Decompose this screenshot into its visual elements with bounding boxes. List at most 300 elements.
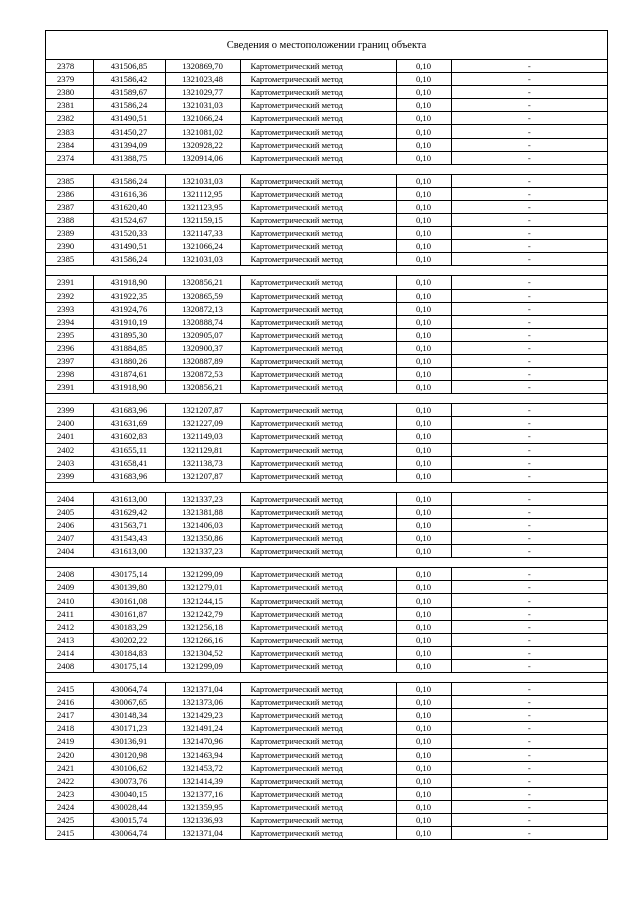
accuracy-cell: 0,10: [396, 709, 451, 722]
method-cell: Картометрический метод: [240, 443, 396, 456]
method-cell: Картометрический метод: [240, 187, 396, 200]
point-number-cell: 2397: [46, 354, 93, 367]
point-number-cell: 2404: [46, 492, 93, 505]
x-coordinate-cell: 430175,14: [93, 568, 165, 581]
method-cell: Картометрический метод: [240, 99, 396, 112]
point-number-cell: 2421: [46, 761, 93, 774]
accuracy-cell: 0,10: [396, 381, 451, 394]
accuracy-cell: 0,10: [396, 827, 451, 840]
point-number-cell: 2398: [46, 368, 93, 381]
method-cell: Картометрический метод: [240, 354, 396, 367]
method-cell: Картометрический метод: [240, 646, 396, 659]
table-row: [46, 722, 607, 735]
description-cell: -: [451, 200, 607, 213]
accuracy-cell: 0,10: [396, 289, 451, 302]
method-cell: Картометрический метод: [240, 328, 396, 341]
description-cell: -: [451, 492, 607, 505]
y-coordinate-cell: 1321081,02: [165, 125, 240, 138]
point-number-cell: 2405: [46, 505, 93, 518]
accuracy-cell: 0,10: [396, 505, 451, 518]
description-cell: -: [451, 722, 607, 735]
method-cell: Картометрический метод: [240, 568, 396, 581]
table-row: [46, 151, 607, 164]
description-cell: -: [451, 404, 607, 417]
description-cell: -: [451, 800, 607, 813]
method-cell: Картометрический метод: [240, 381, 396, 394]
method-cell: Картометрический метод: [240, 417, 396, 430]
table-row: [46, 99, 607, 112]
group-separator: [46, 482, 607, 492]
separator-cell: [46, 164, 607, 174]
table-row: [46, 456, 607, 469]
accuracy-cell: 0,10: [396, 774, 451, 787]
accuracy-cell: 0,10: [396, 174, 451, 187]
table-row: [46, 827, 607, 840]
method-cell: Картометрический метод: [240, 302, 396, 315]
method-cell: Картометрический метод: [240, 774, 396, 787]
x-coordinate-cell: 431613,00: [93, 545, 165, 558]
accuracy-cell: 0,10: [396, 138, 451, 151]
table-row: [46, 774, 607, 787]
group-separator: [46, 164, 607, 174]
point-number-cell: 2411: [46, 607, 93, 620]
y-coordinate-cell: 1320928,22: [165, 138, 240, 151]
description-cell: -: [451, 659, 607, 672]
method-cell: Картометрический метод: [240, 581, 396, 594]
accuracy-cell: 0,10: [396, 200, 451, 213]
y-coordinate-cell: 1321337,23: [165, 492, 240, 505]
x-coordinate-cell: 431620,40: [93, 200, 165, 213]
y-coordinate-cell: 1321066,24: [165, 240, 240, 253]
point-number-cell: 2409: [46, 581, 93, 594]
table-row: [46, 417, 607, 430]
accuracy-cell: 0,10: [396, 787, 451, 800]
x-coordinate-cell: 431880,26: [93, 354, 165, 367]
x-coordinate-cell: 431683,96: [93, 469, 165, 482]
x-coordinate-cell: 431586,24: [93, 99, 165, 112]
accuracy-cell: 0,10: [396, 735, 451, 748]
x-coordinate-cell: 431543,43: [93, 532, 165, 545]
accuracy-cell: 0,10: [396, 214, 451, 227]
x-coordinate-cell: 431394,09: [93, 138, 165, 151]
x-coordinate-cell: 431922,35: [93, 289, 165, 302]
method-cell: Картометрический метод: [240, 289, 396, 302]
description-cell: -: [451, 276, 607, 289]
table-row: [46, 607, 607, 620]
coordinates-table-body: [46, 60, 607, 840]
y-coordinate-cell: 1320856,21: [165, 381, 240, 394]
method-cell: Картометрический метод: [240, 174, 396, 187]
accuracy-cell: 0,10: [396, 545, 451, 558]
y-coordinate-cell: 1320856,21: [165, 276, 240, 289]
method-cell: Картометрический метод: [240, 73, 396, 86]
method-cell: Картометрический метод: [240, 151, 396, 164]
accuracy-cell: 0,10: [396, 73, 451, 86]
accuracy-cell: 0,10: [396, 532, 451, 545]
accuracy-cell: 0,10: [396, 354, 451, 367]
y-coordinate-cell: 1321491,24: [165, 722, 240, 735]
description-cell: -: [451, 99, 607, 112]
accuracy-cell: 0,10: [396, 368, 451, 381]
point-number-cell: 2380: [46, 86, 93, 99]
method-cell: Картометрический метод: [240, 659, 396, 672]
x-coordinate-cell: 431924,76: [93, 302, 165, 315]
method-cell: Картометрический метод: [240, 813, 396, 826]
description-cell: -: [451, 532, 607, 545]
y-coordinate-cell: 1321414,39: [165, 774, 240, 787]
table-row: [46, 633, 607, 646]
point-number-cell: 2412: [46, 620, 93, 633]
y-coordinate-cell: 1321123,95: [165, 200, 240, 213]
accuracy-cell: 0,10: [396, 607, 451, 620]
table-row: [46, 683, 607, 696]
x-coordinate-cell: 431586,24: [93, 174, 165, 187]
method-cell: Картометрический метод: [240, 60, 396, 73]
accuracy-cell: 0,10: [396, 620, 451, 633]
y-coordinate-cell: 1320865,59: [165, 289, 240, 302]
point-number-cell: 2417: [46, 709, 93, 722]
method-cell: Картометрический метод: [240, 240, 396, 253]
description-cell: -: [451, 748, 607, 761]
y-coordinate-cell: 1321149,03: [165, 430, 240, 443]
table-row: [46, 545, 607, 558]
y-coordinate-cell: 1321371,04: [165, 827, 240, 840]
point-number-cell: 2374: [46, 151, 93, 164]
table-row: [46, 328, 607, 341]
method-cell: Картометрический метод: [240, 404, 396, 417]
description-cell: -: [451, 594, 607, 607]
y-coordinate-cell: 1321227,09: [165, 417, 240, 430]
y-coordinate-cell: 1320900,37: [165, 341, 240, 354]
description-cell: -: [451, 827, 607, 840]
point-number-cell: 2395: [46, 328, 93, 341]
point-number-cell: 2419: [46, 735, 93, 748]
table-row: [46, 86, 607, 99]
x-coordinate-cell: 431602,83: [93, 430, 165, 443]
x-coordinate-cell: 431490,51: [93, 112, 165, 125]
y-coordinate-cell: 1321336,93: [165, 813, 240, 826]
point-number-cell: 2413: [46, 633, 93, 646]
description-cell: -: [451, 328, 607, 341]
point-number-cell: 2410: [46, 594, 93, 607]
method-cell: Картометрический метод: [240, 761, 396, 774]
x-coordinate-cell: 430161,87: [93, 607, 165, 620]
accuracy-cell: 0,10: [396, 492, 451, 505]
group-separator: [46, 266, 607, 276]
method-cell: Картометрический метод: [240, 594, 396, 607]
method-cell: Картометрический метод: [240, 735, 396, 748]
method-cell: Картометрический метод: [240, 787, 396, 800]
accuracy-cell: 0,10: [396, 253, 451, 266]
accuracy-cell: 0,10: [396, 240, 451, 253]
point-number-cell: 2423: [46, 787, 93, 800]
table-row: [46, 735, 607, 748]
y-coordinate-cell: 1321377,16: [165, 787, 240, 800]
description-cell: -: [451, 112, 607, 125]
point-number-cell: 2385: [46, 253, 93, 266]
description-cell: -: [451, 289, 607, 302]
table-row: [46, 813, 607, 826]
accuracy-cell: 0,10: [396, 581, 451, 594]
x-coordinate-cell: 430139,80: [93, 581, 165, 594]
method-cell: Картометрический метод: [240, 253, 396, 266]
description-cell: -: [451, 633, 607, 646]
method-cell: Картометрический метод: [240, 800, 396, 813]
table-row: [46, 581, 607, 594]
description-cell: -: [451, 761, 607, 774]
accuracy-cell: 0,10: [396, 86, 451, 99]
x-coordinate-cell: 431683,96: [93, 404, 165, 417]
table-row: [46, 200, 607, 213]
table-row: [46, 187, 607, 200]
y-coordinate-cell: 1321337,23: [165, 545, 240, 558]
group-separator: [46, 558, 607, 568]
method-cell: Картометрический метод: [240, 683, 396, 696]
description-cell: -: [451, 581, 607, 594]
accuracy-cell: 0,10: [396, 151, 451, 164]
method-cell: Картометрический метод: [240, 112, 396, 125]
point-number-cell: 2391: [46, 276, 93, 289]
y-coordinate-cell: 1321147,33: [165, 227, 240, 240]
separator-cell: [46, 482, 607, 492]
y-coordinate-cell: 1321453,72: [165, 761, 240, 774]
y-coordinate-cell: 1321207,87: [165, 404, 240, 417]
description-cell: -: [451, 545, 607, 558]
method-cell: Картометрический метод: [240, 214, 396, 227]
table-row: [46, 253, 607, 266]
y-coordinate-cell: 1321470,96: [165, 735, 240, 748]
table-row: [46, 659, 607, 672]
x-coordinate-cell: 430015,74: [93, 813, 165, 826]
table-row: [46, 620, 607, 633]
x-coordinate-cell: 430161,08: [93, 594, 165, 607]
table-row: [46, 505, 607, 518]
description-cell: -: [451, 86, 607, 99]
method-cell: Картометрический метод: [240, 86, 396, 99]
point-number-cell: 2408: [46, 568, 93, 581]
accuracy-cell: 0,10: [396, 813, 451, 826]
y-coordinate-cell: 1321031,03: [165, 174, 240, 187]
x-coordinate-cell: 431655,11: [93, 443, 165, 456]
accuracy-cell: 0,10: [396, 443, 451, 456]
x-coordinate-cell: 430073,76: [93, 774, 165, 787]
description-cell: -: [451, 315, 607, 328]
description-cell: -: [451, 443, 607, 456]
x-coordinate-cell: 430064,74: [93, 827, 165, 840]
accuracy-cell: 0,10: [396, 469, 451, 482]
method-cell: Картометрический метод: [240, 492, 396, 505]
table-row: [46, 138, 607, 151]
method-cell: Картометрический метод: [240, 505, 396, 518]
table-row: [46, 594, 607, 607]
y-coordinate-cell: 1321373,06: [165, 696, 240, 709]
accuracy-cell: 0,10: [396, 60, 451, 73]
description-cell: -: [451, 174, 607, 187]
point-number-cell: 2385: [46, 174, 93, 187]
accuracy-cell: 0,10: [396, 456, 451, 469]
accuracy-cell: 0,10: [396, 696, 451, 709]
description-cell: -: [451, 240, 607, 253]
table-row: [46, 646, 607, 659]
y-coordinate-cell: 1320872,53: [165, 368, 240, 381]
y-coordinate-cell: 1321066,24: [165, 112, 240, 125]
point-number-cell: 2420: [46, 748, 93, 761]
method-cell: Картометрический метод: [240, 607, 396, 620]
description-cell: -: [451, 214, 607, 227]
description-cell: -: [451, 138, 607, 151]
separator-cell: [46, 394, 607, 404]
description-cell: -: [451, 354, 607, 367]
accuracy-cell: 0,10: [396, 800, 451, 813]
separator-cell: [46, 558, 607, 568]
y-coordinate-cell: 1321279,01: [165, 581, 240, 594]
accuracy-cell: 0,10: [396, 430, 451, 443]
table-row: [46, 341, 607, 354]
y-coordinate-cell: 1321159,15: [165, 214, 240, 227]
y-coordinate-cell: 1321256,18: [165, 620, 240, 633]
table-row: [46, 112, 607, 125]
method-cell: Картометрический метод: [240, 341, 396, 354]
x-coordinate-cell: 430184,83: [93, 646, 165, 659]
table-row: [46, 289, 607, 302]
y-coordinate-cell: 1320905,07: [165, 328, 240, 341]
y-coordinate-cell: 1321371,04: [165, 683, 240, 696]
accuracy-cell: 0,10: [396, 112, 451, 125]
accuracy-cell: 0,10: [396, 315, 451, 328]
description-cell: -: [451, 341, 607, 354]
table-row: [46, 276, 607, 289]
accuracy-cell: 0,10: [396, 519, 451, 532]
y-coordinate-cell: 1321023,48: [165, 73, 240, 86]
description-cell: -: [451, 813, 607, 826]
point-number-cell: 2416: [46, 696, 93, 709]
point-number-cell: 2415: [46, 683, 93, 696]
point-number-cell: 2406: [46, 519, 93, 532]
x-coordinate-cell: 431388,75: [93, 151, 165, 164]
method-cell: Картометрический метод: [240, 456, 396, 469]
description-cell: -: [451, 519, 607, 532]
point-number-cell: 2378: [46, 60, 93, 73]
method-cell: Картометрический метод: [240, 620, 396, 633]
point-number-cell: 2399: [46, 469, 93, 482]
table-row: [46, 315, 607, 328]
description-cell: -: [451, 607, 607, 620]
table-row: [46, 709, 607, 722]
separator-cell: [46, 673, 607, 683]
x-coordinate-cell: 431506,85: [93, 60, 165, 73]
x-coordinate-cell: 431616,36: [93, 187, 165, 200]
x-coordinate-cell: 431631,69: [93, 417, 165, 430]
table-row: [46, 354, 607, 367]
point-number-cell: 2379: [46, 73, 93, 86]
x-coordinate-cell: 431918,90: [93, 381, 165, 394]
table-row: [46, 787, 607, 800]
description-cell: -: [451, 302, 607, 315]
description-cell: -: [451, 683, 607, 696]
table-row: [46, 519, 607, 532]
point-number-cell: 2403: [46, 456, 93, 469]
x-coordinate-cell: 430106,62: [93, 761, 165, 774]
x-coordinate-cell: 431613,00: [93, 492, 165, 505]
method-cell: Картометрический метод: [240, 748, 396, 761]
method-cell: Картометрический метод: [240, 633, 396, 646]
y-coordinate-cell: 1320872,13: [165, 302, 240, 315]
description-cell: -: [451, 381, 607, 394]
method-cell: Картометрический метод: [240, 722, 396, 735]
description-cell: -: [451, 469, 607, 482]
x-coordinate-cell: 431629,42: [93, 505, 165, 518]
x-coordinate-cell: 430067,65: [93, 696, 165, 709]
x-coordinate-cell: 431490,51: [93, 240, 165, 253]
description-cell: -: [451, 620, 607, 633]
description-cell: -: [451, 787, 607, 800]
x-coordinate-cell: 431586,24: [93, 253, 165, 266]
point-number-cell: 2382: [46, 112, 93, 125]
y-coordinate-cell: 1321031,03: [165, 99, 240, 112]
y-coordinate-cell: 1321299,09: [165, 568, 240, 581]
point-number-cell: 2394: [46, 315, 93, 328]
description-cell: -: [451, 646, 607, 659]
method-cell: Картометрический метод: [240, 430, 396, 443]
y-coordinate-cell: 1321429,23: [165, 709, 240, 722]
x-coordinate-cell: 431658,41: [93, 456, 165, 469]
table-title: Сведения о местоположении границ объекта: [46, 31, 607, 60]
point-number-cell: 2422: [46, 774, 93, 787]
table-row: [46, 73, 607, 86]
point-number-cell: 2404: [46, 545, 93, 558]
x-coordinate-cell: 430120,98: [93, 748, 165, 761]
x-coordinate-cell: 430064,74: [93, 683, 165, 696]
accuracy-cell: 0,10: [396, 187, 451, 200]
point-number-cell: 2390: [46, 240, 93, 253]
y-coordinate-cell: 1321359,95: [165, 800, 240, 813]
x-coordinate-cell: 430028,44: [93, 800, 165, 813]
point-number-cell: 2386: [46, 187, 93, 200]
x-coordinate-cell: 430202,22: [93, 633, 165, 646]
point-number-cell: 2399: [46, 404, 93, 417]
table-row: [46, 443, 607, 456]
table-row: [46, 430, 607, 443]
y-coordinate-cell: 1321381,88: [165, 505, 240, 518]
group-separator: [46, 394, 607, 404]
description-cell: -: [451, 774, 607, 787]
y-coordinate-cell: 1321406,03: [165, 519, 240, 532]
method-cell: Картометрический метод: [240, 138, 396, 151]
point-number-cell: 2392: [46, 289, 93, 302]
point-number-cell: 2393: [46, 302, 93, 315]
description-cell: -: [451, 696, 607, 709]
point-number-cell: 2401: [46, 430, 93, 443]
description-cell: -: [451, 568, 607, 581]
method-cell: Картометрический метод: [240, 827, 396, 840]
accuracy-cell: 0,10: [396, 341, 451, 354]
description-cell: -: [451, 151, 607, 164]
table-row: [46, 404, 607, 417]
accuracy-cell: 0,10: [396, 276, 451, 289]
separator-cell: [46, 266, 607, 276]
point-number-cell: 2407: [46, 532, 93, 545]
accuracy-cell: 0,10: [396, 328, 451, 341]
y-coordinate-cell: 1321138,73: [165, 456, 240, 469]
accuracy-cell: 0,10: [396, 404, 451, 417]
y-coordinate-cell: 1320887,89: [165, 354, 240, 367]
point-number-cell: 2414: [46, 646, 93, 659]
x-coordinate-cell: 431918,90: [93, 276, 165, 289]
point-number-cell: 2400: [46, 417, 93, 430]
y-coordinate-cell: 1321242,79: [165, 607, 240, 620]
boundary-table-frame: [45, 30, 608, 840]
method-cell: Картометрический метод: [240, 469, 396, 482]
